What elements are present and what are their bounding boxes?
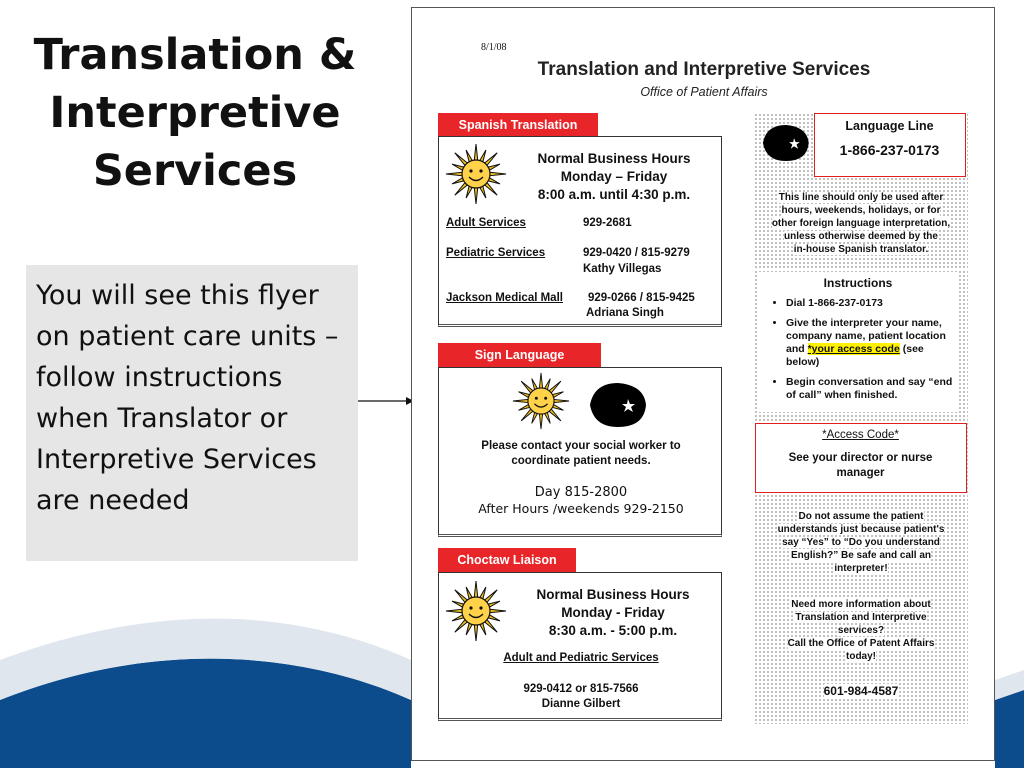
moon-icon [758, 121, 812, 165]
instruction-text: Dial 1-866-237-0173 [786, 297, 883, 309]
choctaw-service: Adult and Pediatric Services [503, 652, 659, 664]
note-text: You will see this flyer on patient care units – follow instructions when Translator or Interpretive Services are needed [36, 280, 339, 516]
more-info-line: Need more information about [791, 599, 931, 610]
service-name: Pediatric Services [446, 247, 546, 259]
instruction-text: Begin conversation and say “end of call” when finished. [786, 376, 953, 401]
flyer-subtitle: Office of Patient Affairs [640, 85, 768, 99]
language-line-panel [754, 113, 968, 275]
flyer [411, 7, 995, 761]
more-info-note [754, 598, 968, 663]
access-line: See your director or nurse [788, 452, 933, 464]
sun-icon [512, 372, 570, 430]
language-line-title: Language Line [845, 119, 934, 133]
assume-line: say “Yes” to “Do you understand [782, 537, 940, 548]
flyer-date: 8/1/08 [481, 42, 507, 53]
office-phone-text: 601-984-4587 [823, 684, 899, 698]
access-code-title: *Access Code* [822, 429, 899, 441]
slide-title-line: Translation & [33, 30, 357, 80]
more-info-line: today! [846, 651, 876, 662]
more-info-line: Call the Office of Patent Affairs [787, 638, 935, 649]
spanish-tab: Spanish Translation [438, 113, 598, 137]
access-line: manager [836, 467, 885, 479]
service-contact: Kathy Villegas [583, 263, 662, 275]
moon-icon [584, 379, 650, 431]
slide-title [20, 26, 370, 200]
note-line: in-house Spanish translator. [793, 244, 929, 255]
hours-line: Monday – Friday [560, 169, 668, 184]
access-code-text [756, 451, 965, 481]
spanish-box [438, 136, 722, 327]
note-line: unless otherwise deemed by the [784, 231, 938, 242]
more-info-line: services? [837, 625, 885, 636]
sign-day: Day 815-2800 [534, 485, 628, 500]
choctaw-contact: Dianne Gilbert [541, 698, 621, 710]
instruction-step [786, 317, 954, 369]
service-phone: 929-2681 [583, 217, 632, 229]
choctaw-box [438, 572, 722, 721]
note-line: other foreign language interpretation, [771, 218, 951, 229]
instruction-step [786, 376, 954, 402]
assume-note [754, 510, 968, 575]
sign-text-line: Please contact your social worker to [481, 440, 681, 452]
hours-line: 8:30 a.m. - 5:00 p.m. [548, 623, 678, 638]
sign-tab: Sign Language [438, 343, 601, 367]
language-line-note [754, 191, 968, 256]
assume-line: English?” Be safe and call an [790, 550, 932, 561]
more-info-line: Translation and Interpretive [795, 612, 927, 623]
flyer-title: Translation and Interpretive Services [537, 59, 871, 80]
sun-icon [445, 580, 507, 642]
sun-icon [445, 143, 507, 205]
language-line-phone: 1-866-237-0173 [839, 142, 940, 158]
instructions-bg [758, 272, 958, 412]
assume-line: interpreter! [834, 563, 888, 574]
service-contact: Adriana Singh [586, 307, 664, 319]
access-code-box [755, 423, 967, 493]
hours-line: Normal Business Hours [537, 151, 691, 166]
choctaw-hours [507, 586, 719, 640]
hours-line: Normal Business Hours [536, 587, 690, 602]
hours-line: 8:00 a.m. until 4:30 p.m. [537, 187, 691, 202]
language-line-box [814, 113, 966, 177]
assume-line: understands just because patient's [777, 524, 945, 535]
slide-title-line: Services [92, 146, 298, 196]
service-name: Adult Services [446, 217, 526, 229]
note-box [26, 265, 358, 561]
access-code-highlight: *your access code [807, 343, 900, 355]
info-panel [754, 414, 968, 724]
sign-text [439, 439, 723, 469]
hours-line: Monday - Friday [561, 605, 665, 620]
instruction-text: Give the interpreter your name, company name, patient location and [786, 317, 946, 355]
service-phone: 929-0266 / 815-9425 [588, 292, 695, 304]
sign-box [438, 367, 722, 537]
spanish-hours [507, 150, 721, 204]
slide-title-line: Interpretive [49, 88, 341, 138]
sign-after-hours: After Hours /weekends 929-2150 [478, 501, 684, 516]
service-name: Jackson Medical Mall [446, 292, 563, 304]
instruction-text: (see below) [786, 343, 924, 368]
assume-line: Do not assume the patient [798, 511, 924, 522]
instructions-panel [754, 270, 968, 414]
note-line: This line should only be used after [778, 192, 944, 203]
office-phone [754, 684, 968, 698]
service-phone: 929-0420 / 815-9279 [583, 247, 690, 259]
arrow-icon [358, 393, 414, 409]
note-line: hours, weekends, holidays, or for [781, 205, 941, 216]
instruction-step [786, 297, 954, 310]
choctaw-tab: Choctaw Liaison [438, 548, 576, 572]
sign-text-line: coordinate patient needs. [511, 455, 651, 467]
choctaw-phone: 929-0412 or 815-7566 [523, 683, 639, 695]
instructions-title: Instructions [823, 276, 893, 290]
instructions-list [758, 297, 954, 409]
